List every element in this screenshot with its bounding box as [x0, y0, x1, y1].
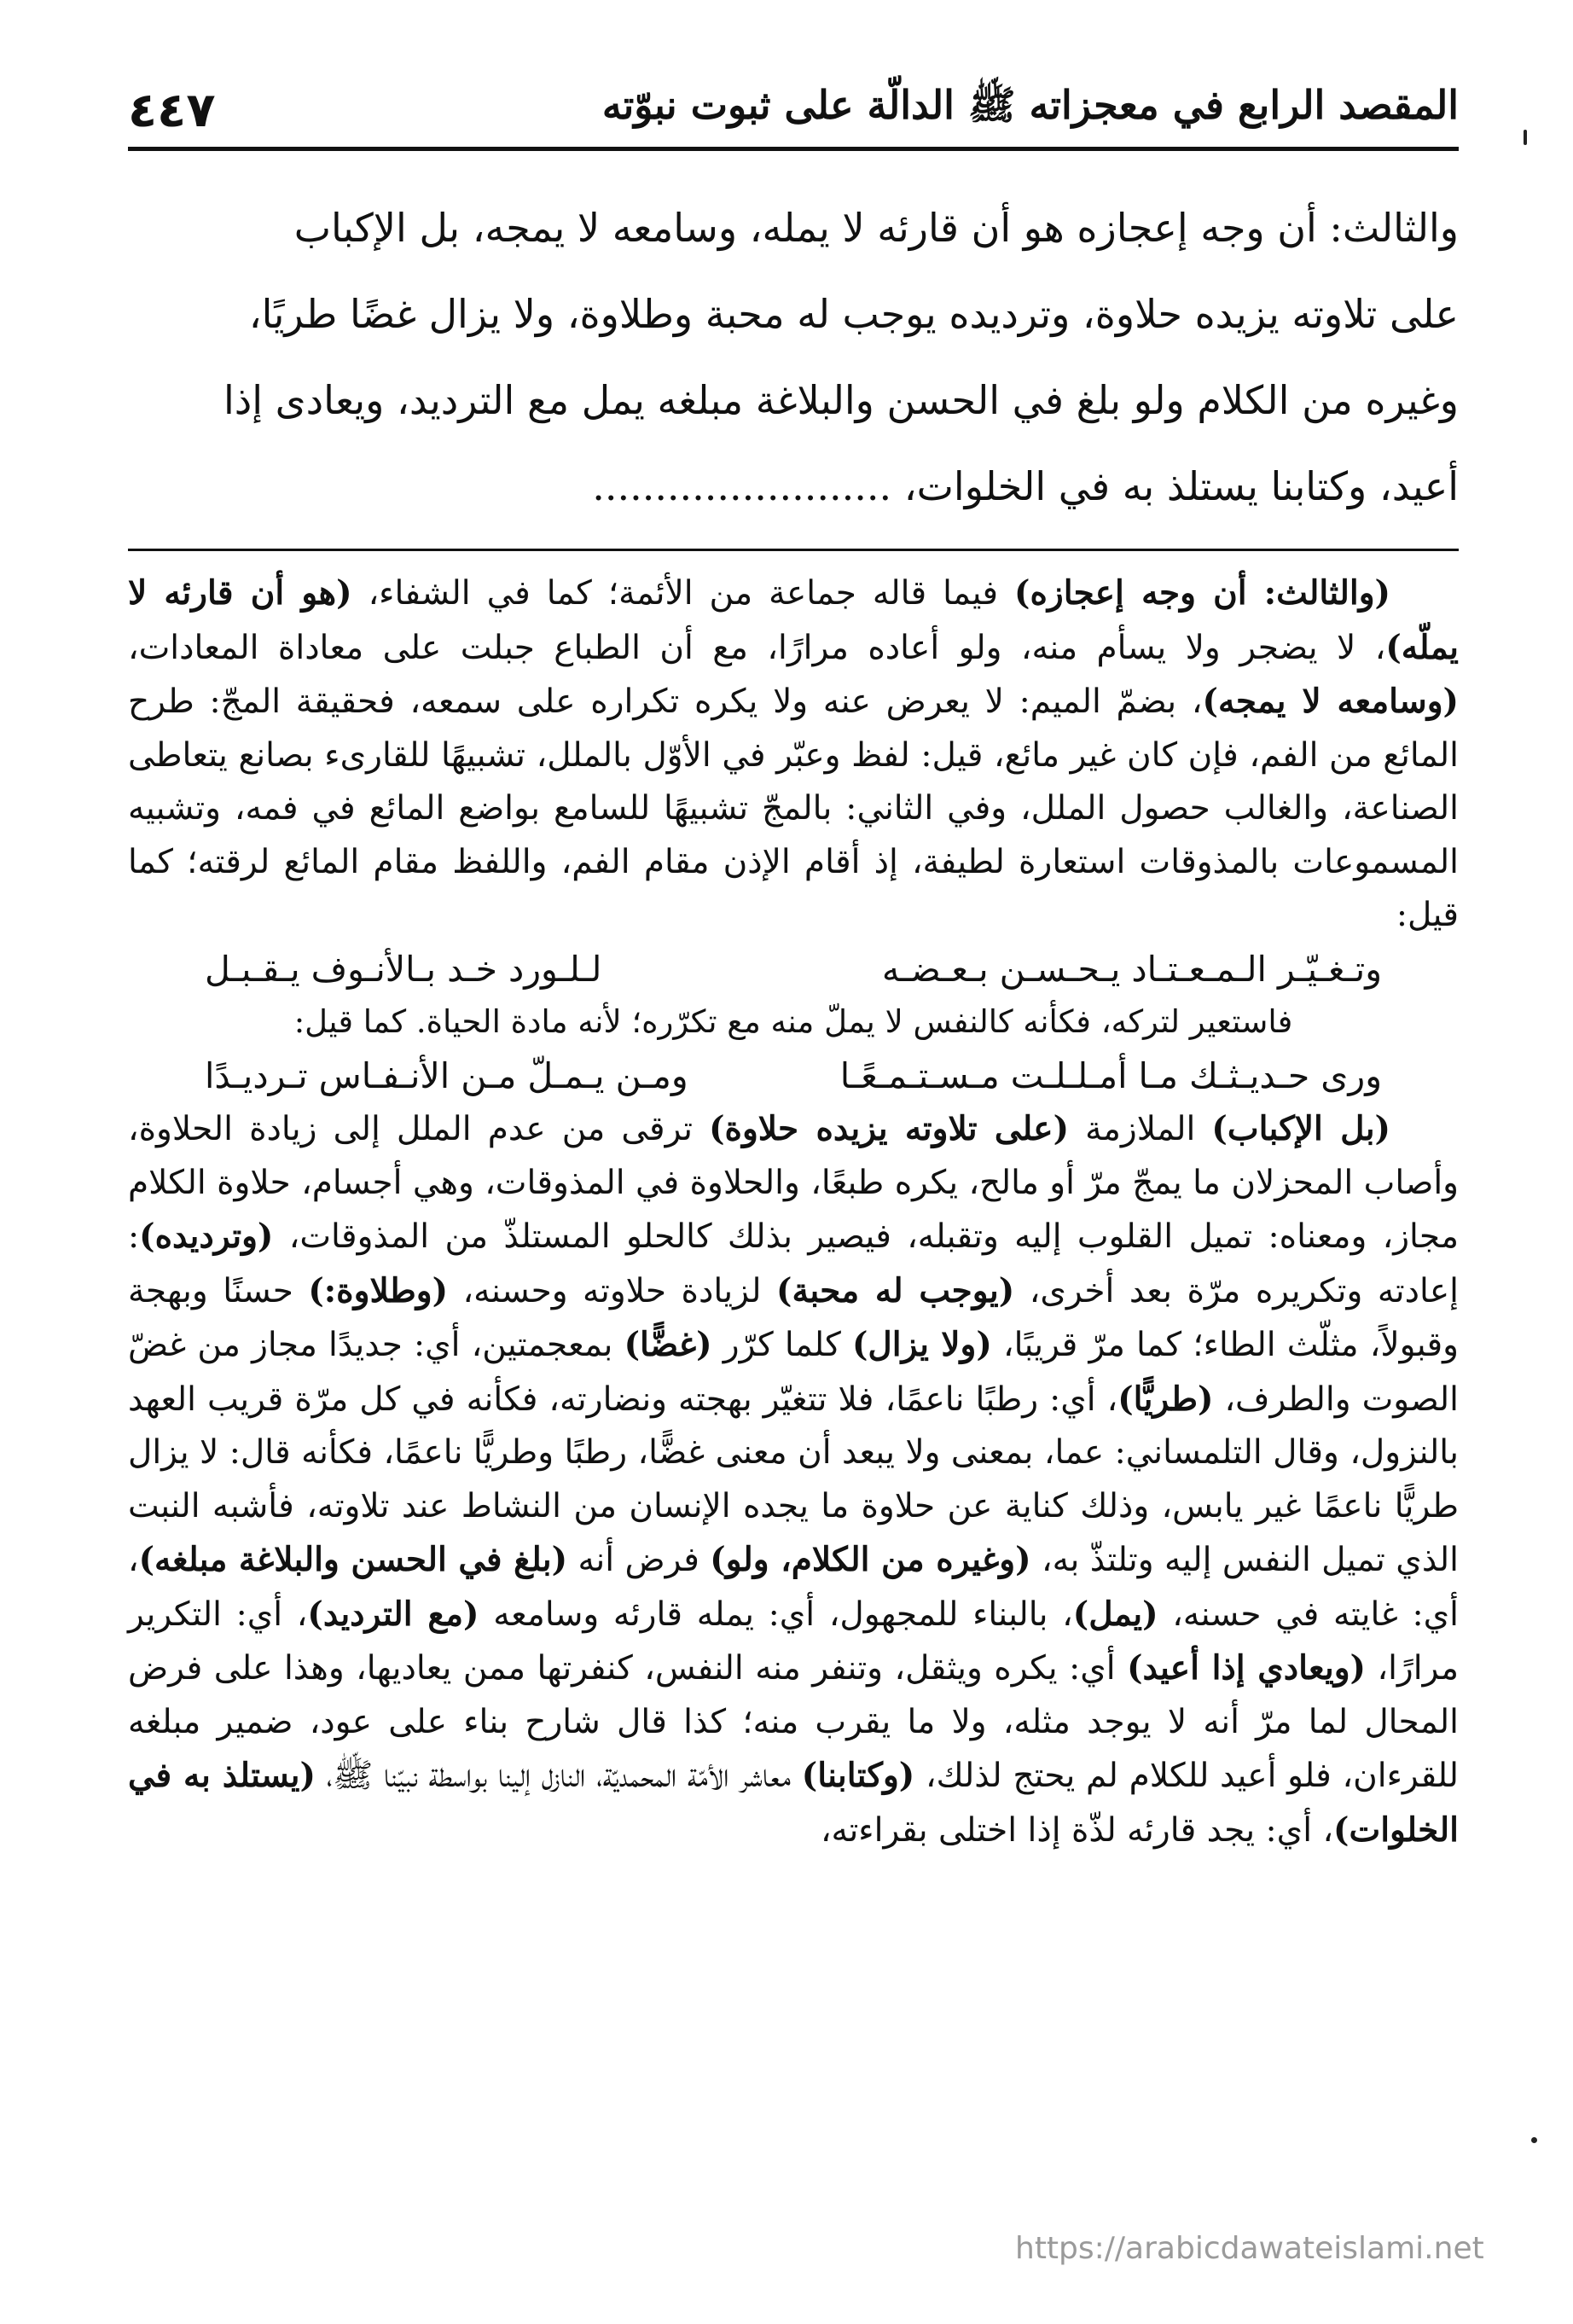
commentary-text: فرض أنه: [567, 1541, 711, 1579]
quoted-phrase: (يستلذ به في الخلوات): [128, 1756, 1459, 1850]
quoted-phrase: (بل الإكباب): [1211, 1109, 1390, 1148]
book-page: [128, 60, 1459, 1857]
quoted-phrase: (ولا يزال): [851, 1325, 992, 1364]
verse-hemistich-first: وری حـديـثـك مـا أمـلـلـت مـسـتـمـعًـا: [839, 1055, 1382, 1096]
commentary-text: ، لا يضجر ولا يسأم منه، ولو أعاده مرارًا، مع أن الطباع جبلت على معاداة المعادات،: [128, 628, 1386, 667]
commentary-paragraph: [128, 566, 1459, 943]
verse-note: فاستعير لتركه، فكأنه كالنفس لا يملّ منه مع تكرّره؛ لأنه مادة الحياة. كما قيل:: [293, 1003, 1293, 1040]
main-text: [128, 185, 1459, 530]
quoted-phrase: (وغيره من الكلام، ولو): [710, 1540, 1031, 1579]
quoted-phrase: (يمل): [1072, 1594, 1158, 1634]
commentary-text: فيما قاله جماعة من الأئمة؛ كما في الشفاء،: [351, 574, 1014, 613]
verse-hemistich-second: لـلـورد خـد بـالأنـوف يـقـبـل: [205, 948, 602, 990]
commentary-text: ، أي: رطبًا ناعمًا، فلا تتغيّر بهجته ونضارته، فكأنه في كل مرّة قريب العهد بالنزول، وقال التلمساني: عما، بمعنى ولا يبعد أن معنى غضًّا، رطبًا وطريًّا ناعمًا، فكأنه قال: لا يزال طريًّا ناعمًا غير يابس، وذلك كناية عن حلاوة ما يجده الإنسان من النشاط عند تلاوته، فأشبه النبت الذي تميل النفس إليه وتلتذّ به،: [128, 1380, 1460, 1579]
commentary-text: ، أي: التكرير مرارًا،: [128, 1595, 1459, 1688]
watermark-url: https://arabicdawateislami.net: [1015, 2231, 1484, 2266]
commentary: [128, 566, 1459, 1857]
main-text-line: والثالث: أن وجه إعجازه هو أن قارئه لا يمله، وسامعه لا يمجه، بل الإكباب: [293, 205, 1459, 251]
commentary-text: : إعادته وتكريره مرّة بعد أخرى،: [128, 1217, 1459, 1310]
main-text-line: [128, 444, 1459, 530]
quoted-phrase: (يوجب له محبة): [776, 1270, 1015, 1310]
section-divider: [128, 549, 1459, 551]
scan-speck: [1531, 2137, 1537, 2143]
chapter-title: المقصد الرابع في معجزاته ﷺ الدالّة على ثبوت نبوّته: [601, 82, 1459, 128]
commentary-text: كلما كرّر: [711, 1326, 852, 1364]
quoted-phrase: (هو أن قارئه لا يملّه): [128, 573, 1459, 667]
quoted-phrase: (والثالث: أن وجه إعجازه): [1014, 573, 1390, 613]
quoted-phrase: (وكتابنا): [801, 1756, 915, 1795]
main-text-line: وغيره من الكلام ولو بلغ في الحسن والبلاغة مبلغه يمل مع الترديد، ويعادى إذا: [223, 377, 1459, 423]
poetry-verse: [205, 1049, 1382, 1103]
commentary-text: ، أي: يجد قارئه لذّة إذا اختلى بقراءته،: [820, 1810, 1334, 1850]
commentary-paragraph: [128, 1102, 1459, 1857]
commentary-text: الملازمة: [1069, 1110, 1212, 1148]
main-text-line-end: أعيد، وكتابنا يستلذ به في الخلوات،: [903, 463, 1459, 509]
quoted-phrase: (غضًّا): [624, 1325, 712, 1364]
continuation-dots: ........................: [592, 463, 892, 509]
quoted-phrase: (مع الترديد): [307, 1594, 479, 1634]
verse-hemistich-second: ومـن يـمـلّ مـن الأنـفـاس تـرديـدًا: [205, 1055, 688, 1096]
commentary-text: أي: يكره ويثقل، وتنفر منه النفس، كنفرتها ممن يعاديها، وهذا على فرض المحال لما مرّ أنه لا يوجد مثله، ولا ما يقرب منه؛ كذا قال شارح بناء على عود، ضمير مبلغه للقرءان، فلو أعيد للكلام لم يحتج لذلك،: [128, 1649, 1459, 1795]
main-text-line: على تلاوته يزيده حلاوة، وترديده يوجب له محبة وطلاوة، ولا يزال غضًا طريًا،: [248, 291, 1459, 337]
commentary-text: ، أي: غايته في حسنه،: [128, 1541, 1459, 1634]
scan-speck: [1524, 130, 1527, 145]
quoted-phrase: (وطلاوة:): [308, 1270, 449, 1310]
commentary-text: حسنًا وبهجة وقبولاً، مثلّث الطاء؛ كما مرّ قريبًا،: [128, 1271, 1459, 1364]
running-header: [128, 60, 1459, 151]
quoted-phrase: (وسامعه لا يمجه): [1202, 682, 1459, 721]
poetry-verse: [205, 943, 1382, 996]
page-number: ٤٤٧: [128, 83, 216, 138]
commentary-text: معاشر الأمّة المحمديّة، النازل إلينا بواسطة نبيّنا ﷺ،: [315, 1757, 802, 1795]
commentary-text: ترقى من عدم الملل إلى زيادة الحلاوة، وأصاب المحزلان ما يمجّ مرّ أو مالح، يكره طبعًا، والحلاوة في المذوقات، وهي أجسام، حلاوة الكلام مجاز، ومعناه: تميل القلوب إليه وتقبله، فيصير بذلك كالحلو المستلذّ من المذوقات،: [128, 1110, 1459, 1256]
verse-hemistich-first: وتـغـيّـر الـمـعـتـاد يـحـسـن بـعـضـه: [881, 948, 1382, 990]
quoted-phrase: (طريًّا): [1117, 1379, 1214, 1419]
quoted-phrase: (وترديده): [139, 1217, 274, 1256]
quoted-phrase: (على تلاوته يزيده حلاوة): [709, 1109, 1070, 1148]
commentary-text: ، بضمّ الميم: لا يعرض عنه ولا يكره تكراره على سمعه، فحقيقة المجّ: طرح المائع من الفم، فإن كان غير مائع، قيل: لفظ وعبّر في الأوّل بالملل، تشبيهًا للقارىء بصانع يتعاطى الصناعة، والغالب حصول الملل، وفي الثاني: بالمجّ تشبيهًا للسامع بواضع المائع في فمه، وتشبيه المسموعات بالمذوقات استعارة لطيفة، إذ أقام الإذن مقام الفم، واللفظ مقام المائع لرقته؛ كما قيل:: [128, 683, 1459, 934]
commentary-text: بمعجمتين، أي: جديدًا مجاز من غضّ الصوت والطرف،: [128, 1326, 1459, 1419]
commentary-text: ، بالبناء للمجهول، أي: يمله قارئه وسامعه: [479, 1595, 1073, 1634]
quoted-phrase: (ويعادي إذا أعيد): [1127, 1648, 1367, 1688]
quoted-phrase: (بلغ في الحسن والبلاغة مبلغه): [138, 1540, 568, 1579]
commentary-text: لزيادة حلاوته وحسنه،: [448, 1271, 776, 1310]
